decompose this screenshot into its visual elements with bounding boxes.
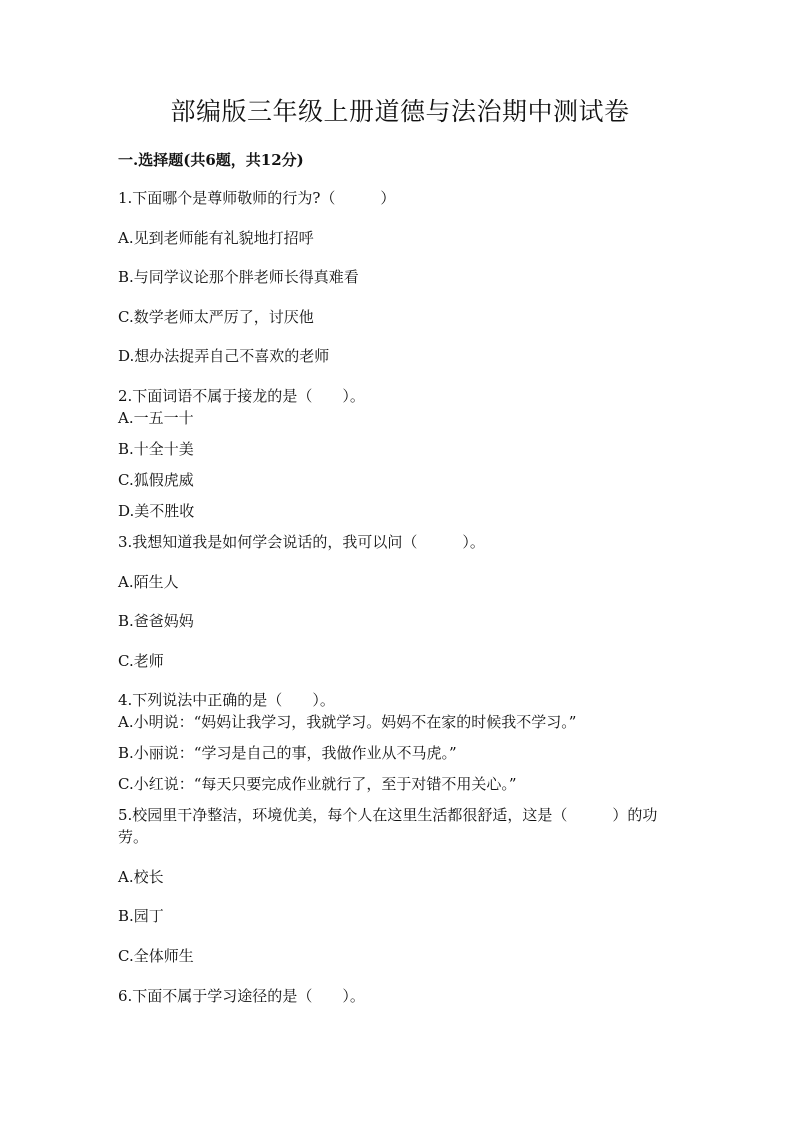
- question-1-option-a: A.见到老师能有礼貌地打招呼: [118, 229, 314, 247]
- question-5-option-a: A.校长: [118, 868, 164, 886]
- question-3-option-b: B.爸爸妈妈: [118, 612, 194, 630]
- question-5-option-c: C.全体师生: [118, 947, 194, 965]
- question-3-stem: 3.我想知道我是如何学会说话的，我可以问（ ）。: [118, 533, 485, 551]
- question-1-option-d: D.想办法捉弄自己不喜欢的老师: [118, 347, 330, 365]
- section-heading: 一.选择题(共6题，共12分): [118, 151, 304, 169]
- question-3-option-a: A.陌生人: [118, 573, 179, 591]
- question-4-stem: 4.下列说法中正确的是（ ）。: [118, 691, 335, 709]
- question-1-option-b: B.与同学议论那个胖老师长得真难看: [118, 268, 359, 286]
- question-4-option-b: B.小丽说：“学习是自己的事，我做作业从不马虎。”: [118, 744, 457, 762]
- question-2-option-d: D.美不胜收: [118, 502, 195, 520]
- question-4-option-c: C.小红说：“每天只要完成作业就行了，至于对错不用关心。”: [118, 775, 517, 793]
- question-2-option-b: B.十全十美: [118, 440, 194, 458]
- question-3-option-c: C.老师: [118, 652, 164, 670]
- question-5-stem: 5.校园里干净整洁，环境优美，每个人在这里生活都很舒适，这是（ ）的功劳。: [118, 806, 658, 846]
- question-1-option-c: C.数学老师太严厉了，讨厌他: [118, 308, 314, 326]
- question-6-stem: 6.下面不属于学习途径的是（ ）。: [118, 987, 365, 1005]
- question-2-option-c: C.狐假虎威: [118, 471, 194, 489]
- question-5-option-b: B.园丁: [118, 907, 164, 925]
- question-4-option-a: A.小明说：“妈妈让我学习，我就学习。妈妈不在家的时候我不学习。”: [118, 713, 577, 731]
- page-title: 部编版三年级上册道德与法治期中测试卷: [170, 97, 630, 126]
- question-2-option-a: A.一五一十: [118, 409, 194, 427]
- question-1-stem: 1.下面哪个是尊师敬师的行为?（ ）: [118, 189, 396, 207]
- question-2-stem: 2.下面词语不属于接龙的是（ ）。: [118, 387, 365, 405]
